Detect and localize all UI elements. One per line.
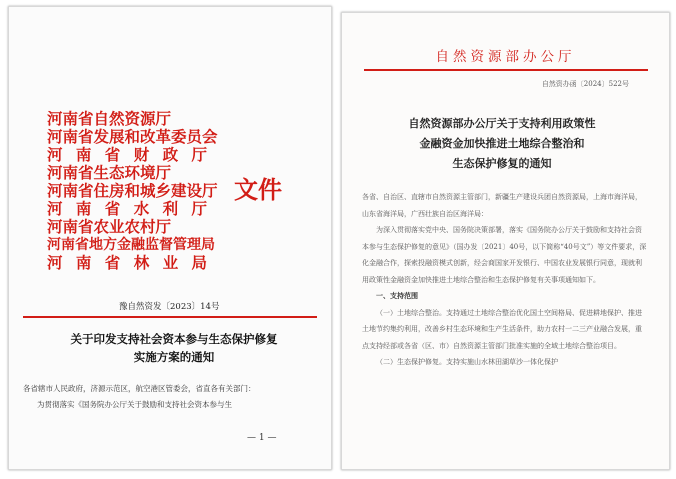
document-number: 豫自然资发〔2023〕14号 <box>119 302 220 312</box>
document-ministry-notice <box>341 12 670 470</box>
document-suffix: 文件 <box>234 175 282 204</box>
issuing-agencies <box>47 110 247 272</box>
document-henan-notice <box>8 6 332 470</box>
agency-name: 河南省农业农村厅 <box>47 217 172 236</box>
agency-name: 河南省发展和改革委员会 <box>47 127 218 146</box>
addressee: 各省辖市人民政府，济源示范区，航空港区管委会，省直各有关部门： <box>23 384 256 393</box>
body-paragraph: 为深入贯彻落实党中央、国务院决策部署，落实《国务院办公厅关于鼓励和支持社会资本参与生态保护修复的意见》（国办发〔2021〕40号，以下简称“40号文”）等文件要求，深化金融合作，探索投融资模式创新，经会商国家开发银行、中国农业发展银行同意，现就利用政策性金融资金加快推进土地综合整治和生态保护修复有关事项通知如下。 <box>362 226 647 284</box>
agency-name: 河 南 省 林 业 局 <box>47 253 211 272</box>
addressee: 各省、自治区、直辖市自然资源主管部门，新疆生产建设兵团自然资源局，上海市海洋局，山东省海洋局，广西壮族自治区海洋局： <box>362 193 642 218</box>
title-line: 关于印发支持社会资本参与生态保护修复 <box>70 332 278 346</box>
agency-name: 河南省住房和城乡建设厅 <box>47 181 218 200</box>
body-paragraph: （一）土地综合整治。支持通过土地综合整治优化国土空间格局、促进耕地保护、推进土地节约集约利用，改善乡村生态环境和生产生活条件，助力农村一二三产业融合发展，重点支持经部或各省（区、市）自然资源主管部门批准实施的全域土地综合整治项目。 <box>362 308 642 350</box>
document-number: 自然资办函〔2024〕522号 <box>541 80 629 88</box>
body-paragraph: （二）生态保护修复。支持实施山水林田湖草沙一体化保护 <box>376 358 558 366</box>
red-divider <box>23 316 317 318</box>
title-line: 实施方案的通知 <box>133 350 215 364</box>
document-title <box>49 330 299 366</box>
red-divider <box>364 69 648 71</box>
issuing-office: 自然资源部办公厅 <box>435 49 576 65</box>
agency-name: 河南省自然资源厅 <box>47 109 172 128</box>
page-number: — 1 — <box>247 433 277 443</box>
body-paragraph: 为贯彻落实《国务院办公厅关于鼓励和支持社会资本参与生 <box>37 400 232 409</box>
document-body <box>23 381 315 413</box>
agency-name: 河南省生态环境厅 <box>47 163 172 182</box>
document-title <box>382 114 622 174</box>
title-line: 自然资源部办公厅关于支持利用政策性 <box>408 117 596 130</box>
title-line: 金融资金加快推进土地综合整治和 <box>419 137 585 150</box>
title-line: 生态保护修复的通知 <box>452 157 552 170</box>
section-heading: 一、支持范围 <box>376 291 418 300</box>
document-body <box>362 189 647 371</box>
agency-name: 河 南 省 财 政 厅 <box>47 145 211 164</box>
agency-name: 河南省地方金融监督管理局 <box>47 237 215 253</box>
agency-name: 河 南 省 水 利 厅 <box>47 199 211 218</box>
